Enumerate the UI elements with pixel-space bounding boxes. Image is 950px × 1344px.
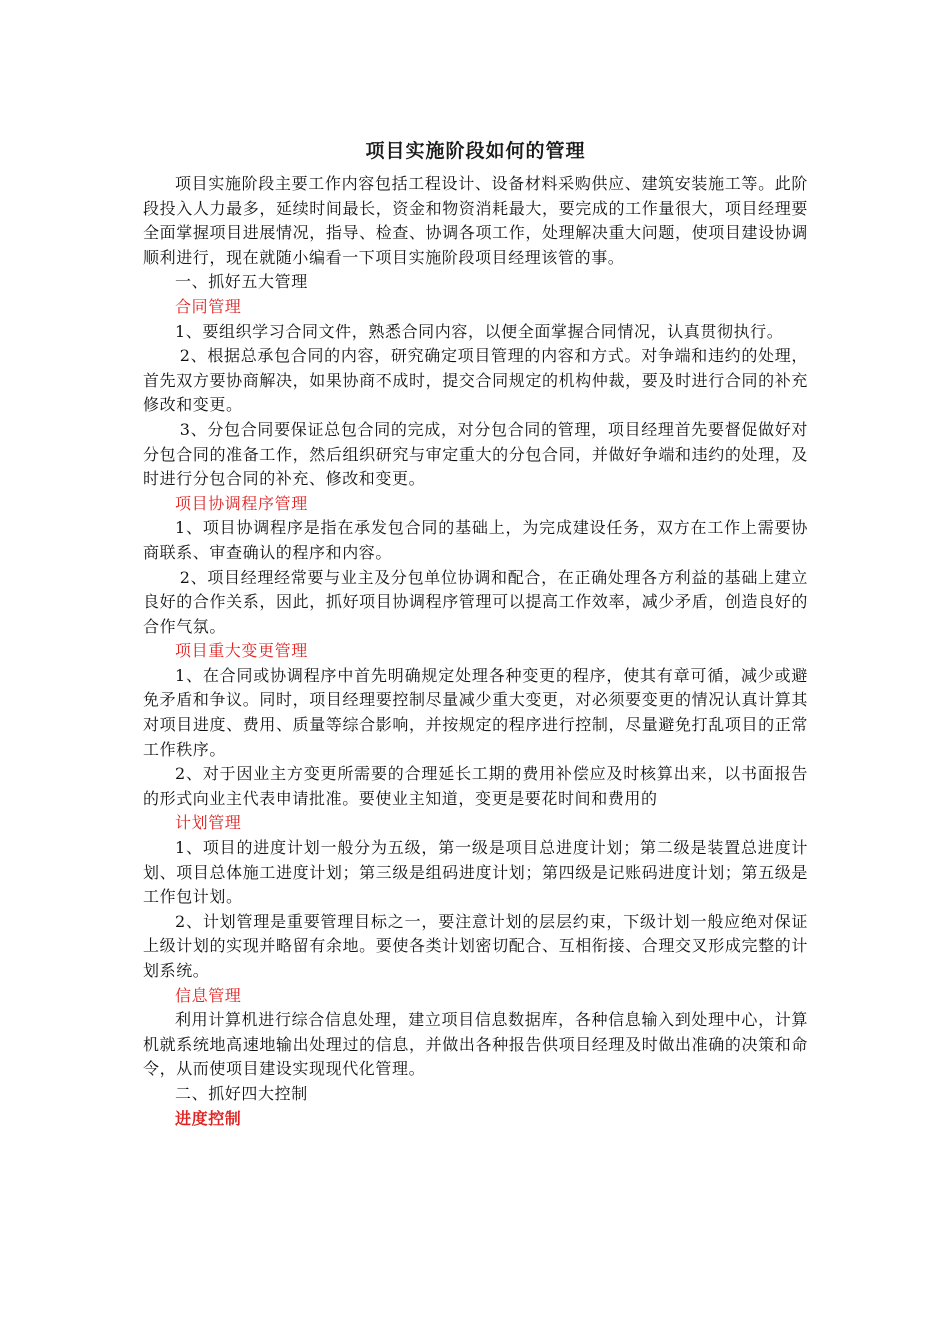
subheading-coordination-management: 项目协调程序管理 — [175, 493, 308, 513]
intro-paragraph: 项目实施阶段主要工作内容包括工程设计、设备材料采购供应、建筑安装施工等。此阶段投入人力最多，延续时间最长，资金和物资消耗最大，要完成的工作量很大，项目经理要全面掌握项目进展情况，指导、检查、协调各项工作，处理解决重大问题，使项目建设协调顺利进行，现在就随小编看一下项目实施阶段项目经理该管的事。 — [143, 174, 808, 267]
plan-paragraph-1: 1、项目的进度计划一般分为五级，第一级是项目总进度计划；第二级是装置总进度计划、项目总体施工进度计划；第三级是组码进度计划；第四级是记账码进度计划；第五级是工作包计划。 — [143, 838, 808, 907]
contract-paragraph-2: 2、根据总承包合同的内容，研究确定项目管理的内容和方式。对争端和违约的处理，首先双方要协商解决，如果协商不成时，提交合同规定的机构仲裁，要及时进行合同的补充修改和变更。 — [143, 346, 808, 415]
info-paragraph-1: 利用计算机进行综合信息处理，建立项目信息数据库，各种信息输入到处理中心，计算机就系统地高速地输出处理过的信息，并做出各种报告供项目经理及时做出准确的决策和命令，从而使项目建设实现现代化管理。 — [143, 1010, 808, 1079]
section-heading-five-management: 一、抓好五大管理 — [175, 272, 308, 292]
subheading-change-management: 项目重大变更管理 — [175, 641, 308, 661]
change-paragraph-2: 2、对于因业主方变更所需要的合理延长工期的费用补偿应及时核算出来，以书面报告的形式向业主代表申请批准。要使业主知道，变更是要花时间和费用的 — [143, 764, 808, 808]
subheading-info-management: 信息管理 — [175, 985, 242, 1005]
change-paragraph-1: 1、在合同或协调程序中首先明确规定处理各种变更的程序，使其有章可循，减少或避免矛盾和争议。同时，项目经理要控制尽量减少重大变更，对必须要变更的情况认真计算其对项目进度、费用、质量等综合影响，并按规定的程序进行控制，尽量避免打乱项目的正常工作秩序。 — [143, 665, 808, 759]
contract-paragraph-1: 1、要组织学习合同文件，熟悉合同内容，以便全面掌握合同情况，认真贯彻执行。 — [175, 321, 784, 341]
coordination-paragraph-1: 1、项目协调程序是指在承发包合同的基础上，为完成建设任务，双方在工作上需要协商联系、审查确认的程序和内容。 — [143, 518, 808, 562]
subheading-progress-control: 进度控制 — [175, 1108, 242, 1128]
subheading-contract-management: 合同管理 — [175, 296, 242, 316]
document-title: 项目实施阶段如何的管理 — [365, 140, 586, 162]
subheading-plan-management: 计划管理 — [175, 813, 242, 833]
contract-paragraph-3: 3、分包合同要保证总包合同的完成，对分包合同的管理，项目经理首先要督促做好对分包合同的准备工作，然后组织研究与审定重大的分包合同，并做好争端和违约的处理，及时进行分包合同的补充、修改和变更。 — [143, 419, 808, 489]
plan-paragraph-2: 2、计划管理是重要管理目标之一，要注意计划的层层约束，下级计划一般应绝对保证上级计划的实现并略留有余地。要使各类计划密切配合、互相衔接、合理交叉形成完整的计划系统。 — [143, 911, 808, 980]
section-heading-four-controls: 二、抓好四大控制 — [175, 1083, 308, 1103]
coordination-paragraph-2: 2、项目经理经常要与业主及分包单位协调和配合，在正确处理各方利益的基础上建立良好的合作关系，因此，抓好项目协调程序管理可以提高工作效率，减少矛盾，创造良好的合作气氛。 — [143, 567, 808, 636]
document-page — [143, 138, 808, 1131]
